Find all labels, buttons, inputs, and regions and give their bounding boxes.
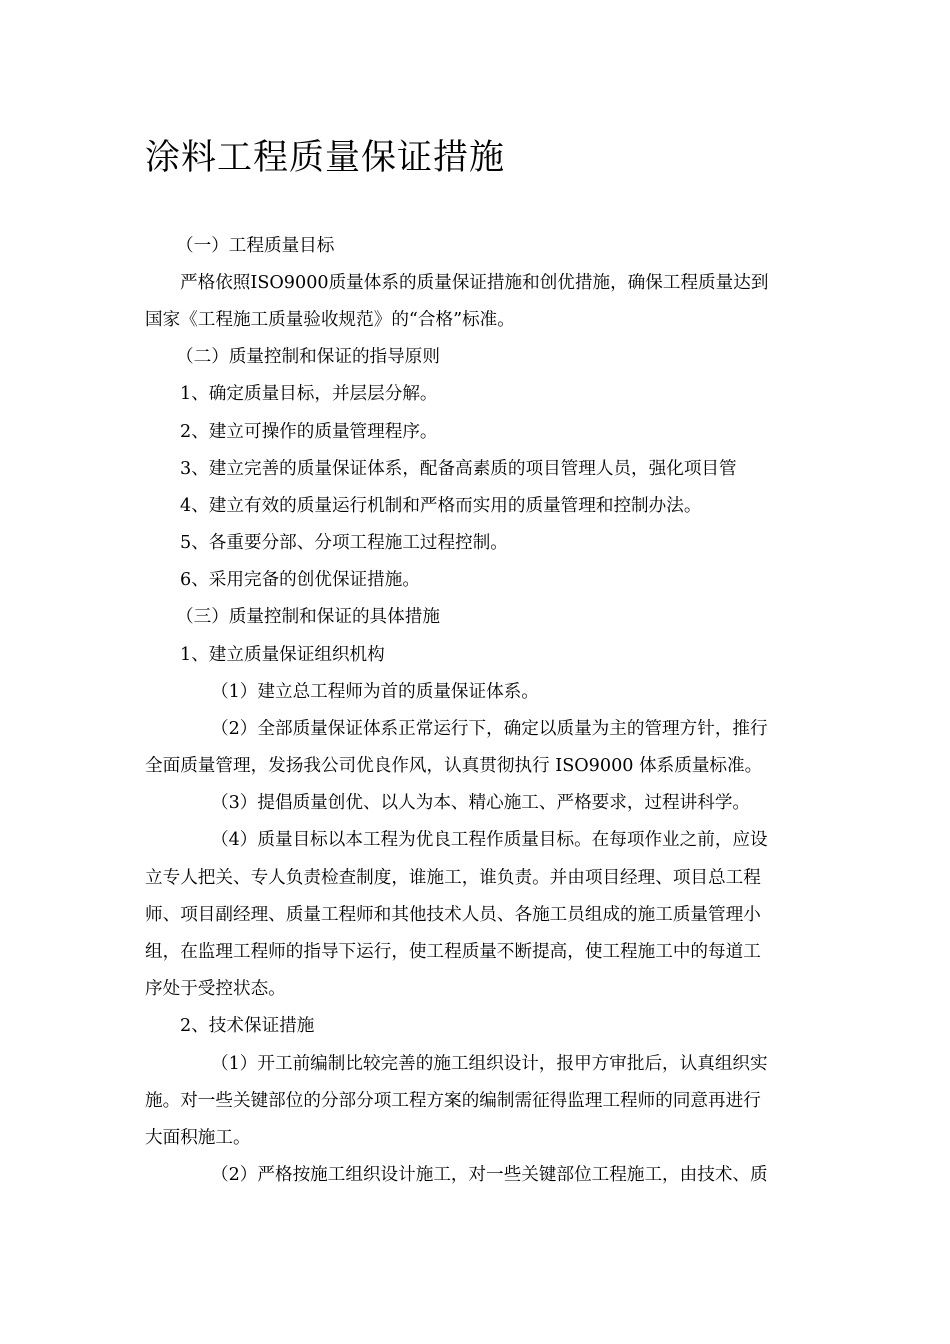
section-heading-guiding-principles: （二）质量控制和保证的指导原则 [176, 347, 440, 367]
paragraph-line: 国家《工程施工质量验收规范》的“合格”标准。 [145, 310, 515, 330]
list-item: 2、技术保证措施 [180, 1016, 315, 1036]
paragraph-line: 大面积施工。 [145, 1128, 251, 1148]
paragraph-line: 组，在监理工程师的指导下运行，使工程质量不断提高，使工程施工中的每道工 [145, 942, 761, 962]
list-item: 1、建立质量保证组织机构 [180, 645, 385, 665]
paragraph-line: 施。对一些关键部位的分部分项工程方案的编制需征得监理工程师的同意再进行 [145, 1091, 761, 1111]
section-heading-specific-measures: （三）质量控制和保证的具体措施 [176, 607, 440, 627]
paragraph-line: 严格依照ISO9000质量体系的质量保证措施和创优措施，确保工程质量达到 [180, 273, 769, 293]
list-item: （3）提倡质量创优、以人为本、精心施工、严格要求，过程讲科学。 [211, 793, 751, 813]
list-item: 2、建立可操作的质量管理程序。 [180, 422, 438, 442]
list-item: 5、各重要分部、分项工程施工过程控制。 [180, 533, 508, 553]
document-title: 涂料工程质量保证措施 [145, 138, 506, 178]
list-item: （1）建立总工程师为首的质量保证体系。 [211, 682, 539, 702]
list-item: （2）全部质量保证体系正常运行下，确定以质量为主的管理方针，推行 [211, 719, 768, 739]
list-item: （1）开工前编制比较完善的施工组织设计，报甲方审批后，认真组织实 [211, 1054, 768, 1074]
list-item: 1、确定质量目标，并层层分解。 [180, 384, 438, 404]
paragraph-line: 立专人把关、专人负责检查制度，谁施工，谁负责。并由项目经理、项目总工程 [145, 868, 761, 888]
list-item: （2）严格按施工组织设计施工，对一些关键部位工程施工，由技术、质 [211, 1165, 768, 1185]
list-item: 6、采用完备的创优保证措施。 [180, 570, 420, 590]
section-heading-quality-goal: （一）工程质量目标 [176, 236, 335, 256]
list-item: 4、建立有效的质量运行机制和严格而实用的质量管理和控制办法。 [180, 496, 702, 516]
paragraph-line: 全面质量管理，发扬我公司优良作风，认真贯彻执行 ISO9000 体系质量标准。 [145, 756, 763, 776]
paragraph-line: 序处于受控状态。 [145, 979, 286, 999]
list-item: 3、建立完善的质量保证体系，配备高素质的项目管理人员，强化项目管 [180, 459, 737, 479]
list-item: （4）质量目标以本工程为优良工程作质量目标。在每项作业之前，应设 [211, 830, 768, 850]
paragraph-line: 师、项目副经理、质量工程师和其他技术人员、各施工员组成的施工质量管理小 [145, 905, 761, 925]
